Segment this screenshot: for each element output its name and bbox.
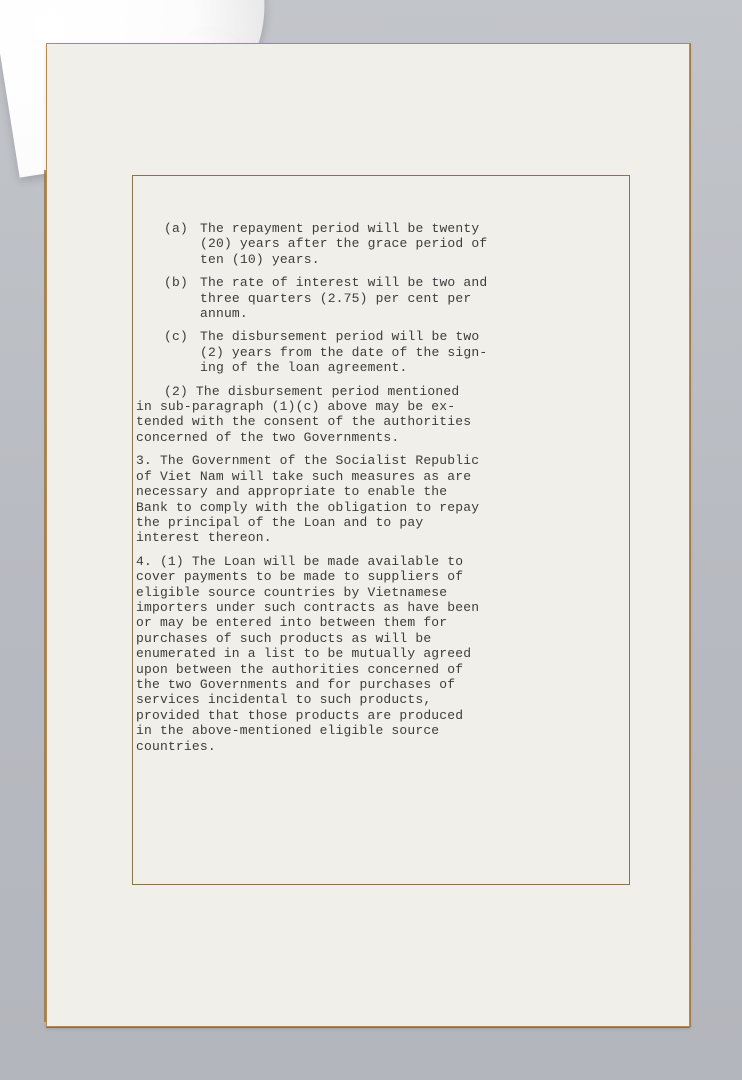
item-b xyxy=(164,275,541,321)
paragraph-2: (2) The disbursement period mentioned in sub-paragraph (1)(c) above may be ex- tended with the consent of the authorities concerned of the two Governments. xyxy=(136,383,472,445)
item-text: The repayment period will be twenty (20) years after the grace period of ten (10) years. xyxy=(200,221,488,267)
document-text-block xyxy=(136,221,541,762)
item-text: The rate of interest will be two and three quarters (2.75) per cent per annum. xyxy=(200,275,488,322)
paragraph-4: 4. (1) The Loan will be made available to cover payments to be made to suppliers of eligible source countries by Vietnamese importers under such contracts as have been or may be entered into between them for purchases of such products as will be enumerated in a list to be mutually agreed upon between the authorities concerned of the two Governments and for purchases of services incidental to such products, provided that those products are produced in the above-mentioned eligible source countries. xyxy=(136,553,480,754)
paragraph-3: 3. The Government of the Socialist Republic of Viet Nam will take such measures as are necessary and appropriate to enable the Bank to comply with the obligation to repay the principal of the Loan and to pay interest thereon. xyxy=(136,453,480,546)
item-a xyxy=(164,221,541,267)
item-text: The disbursement period will be two (2) years from the date of the sign- ing of the loan agreement. xyxy=(200,329,488,376)
item-label: (c) xyxy=(164,329,188,345)
item-label: (b) xyxy=(164,275,188,291)
item-label: (a) xyxy=(164,221,188,236)
item-c xyxy=(164,329,541,375)
